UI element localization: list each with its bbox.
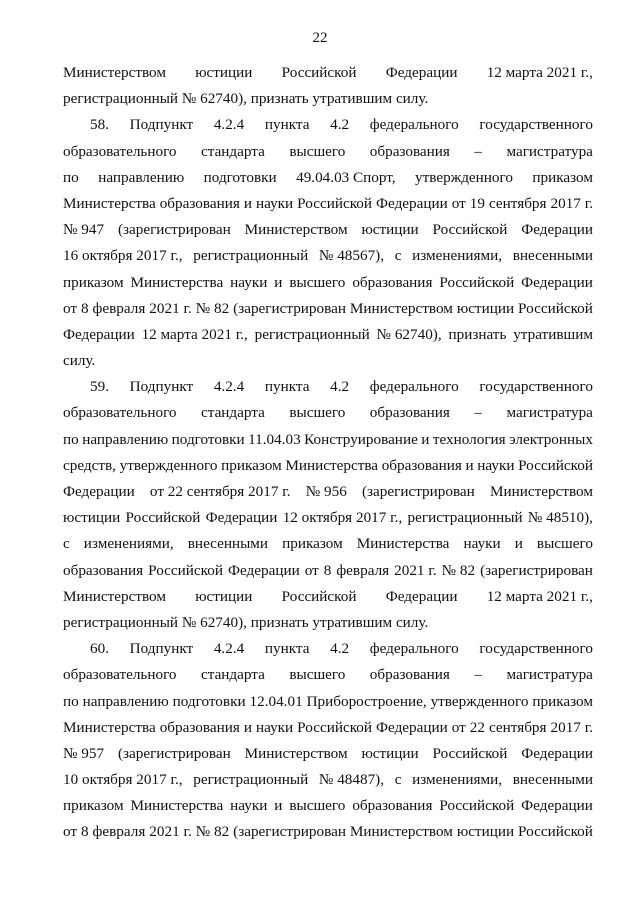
text-word: электронных: [509, 430, 593, 448]
text-word: Российской: [432, 744, 508, 762]
text-word: государственного: [479, 640, 593, 658]
text-word: Министерства: [63, 718, 156, 736]
text-line: [63, 715, 593, 741]
text-word: 11.04.03: [248, 430, 301, 448]
text-word: № 947: [63, 221, 105, 239]
text-word: государственного: [479, 116, 593, 134]
text-word: Федерации: [521, 273, 593, 291]
document-body: [63, 60, 593, 846]
text-word: науки: [255, 194, 294, 212]
text-word: образования: [369, 404, 450, 422]
text-word: внесенными: [187, 535, 269, 553]
text-word: от 22 сентября 2017 г.: [149, 483, 291, 500]
text-word: 12 октября 2017 г.,: [282, 509, 403, 527]
text-word: от: [63, 299, 78, 317]
text-line: [63, 217, 593, 243]
text-word: и: [465, 456, 474, 474]
text-word: высшего: [289, 666, 346, 684]
text-word: высшего: [289, 273, 346, 291]
text-word: утвержденного: [430, 692, 529, 710]
text-line: [63, 348, 593, 374]
text-word: (зарегистрирован: [117, 744, 231, 762]
text-line: [63, 662, 593, 688]
text-word: высшего: [289, 142, 346, 160]
text-word: 8: [80, 823, 89, 841]
text-word: Министерством: [63, 587, 166, 605]
text-word: (зарегистрирован: [117, 221, 231, 239]
text-word: сентября: [488, 718, 547, 736]
text-word: Федерации: [521, 797, 593, 815]
text-word: высшего: [289, 797, 346, 815]
text-word: Министерства: [356, 535, 450, 553]
text-word: Министерства: [63, 194, 156, 212]
text-word: и: [274, 797, 283, 815]
text-line: [63, 400, 593, 426]
text-line: [63, 270, 593, 296]
text-word: средств,: [63, 456, 116, 474]
text-word: 22: [469, 718, 485, 736]
text-word: силу.: [63, 352, 96, 370]
text-line: [63, 558, 593, 584]
text-word: образования: [63, 561, 144, 579]
text-line: [63, 610, 593, 636]
text-word: Российской: [281, 587, 357, 605]
text-word: направлению: [82, 692, 169, 710]
text-word: Министерства: [285, 456, 379, 474]
text-line: [63, 165, 593, 191]
text-word: Федерации: [521, 744, 593, 762]
text-word: регистрационный: [193, 247, 309, 265]
text-word: № 82: [441, 561, 476, 579]
text-word: 59.: [90, 378, 109, 396]
text-word: Федерации: [521, 221, 593, 239]
text-word: 2017 г.: [550, 718, 593, 736]
text-line: [63, 139, 593, 165]
text-line: [63, 793, 593, 819]
text-line: [63, 479, 593, 505]
text-word: образования: [159, 194, 240, 212]
text-word: и: [514, 535, 523, 553]
text-word: 12.04.01: [249, 692, 303, 710]
text-word: магистратура: [506, 666, 593, 684]
text-word: 4.2.4: [213, 378, 245, 396]
text-word: с: [63, 535, 70, 553]
text-word: образования: [352, 797, 433, 815]
text-word: технология: [432, 430, 506, 448]
text-word: Федерации: [63, 325, 135, 343]
text-word: 8: [323, 561, 332, 579]
text-line: [63, 427, 593, 453]
text-word: (зарегистрирован: [233, 823, 346, 841]
text-word: пункта: [264, 640, 310, 658]
text-word: № 48487),: [318, 771, 385, 789]
text-word: внесенными: [512, 247, 593, 265]
text-line: [63, 505, 593, 531]
text-word: Федерации: [385, 587, 458, 605]
text-word: подготовки: [172, 692, 246, 710]
text-word: регистрационный: [254, 325, 370, 343]
text-word: приказом: [532, 168, 593, 186]
text-word: подготовки: [171, 430, 245, 448]
text-word: приказом: [532, 692, 593, 710]
text-word: изменениями,: [412, 771, 503, 789]
text-word: регистрационный: [407, 509, 523, 527]
text-word: направлению: [82, 430, 169, 448]
text-word: стандарта: [201, 404, 265, 422]
text-word: № 956: [305, 483, 347, 500]
text-word: и: [243, 718, 252, 736]
text-word: Конструирование: [304, 430, 418, 448]
text-word: Приборостроение,: [306, 692, 427, 710]
text-word: от: [451, 718, 466, 736]
text-word: стандарта: [201, 666, 265, 684]
text-word: Федерации: [376, 718, 448, 736]
text-word: Российской: [518, 823, 593, 841]
text-word: 4.2.4: [213, 640, 245, 658]
text-word: юстиции: [456, 299, 515, 317]
text-word: Министерством: [63, 64, 166, 81]
text-word: утратившим: [513, 325, 593, 343]
text-word: Федерации: [376, 194, 448, 212]
text-word: Российской: [439, 797, 515, 815]
text-word: № 62740),: [376, 325, 442, 343]
text-line: [63, 112, 593, 138]
text-line: [63, 86, 593, 112]
text-word: Российской: [432, 221, 508, 239]
text-line: [63, 689, 593, 715]
text-word: Подпункт: [129, 116, 194, 134]
text-word: Российской: [281, 64, 357, 81]
text-word: утвержденного: [119, 456, 218, 474]
text-word: Министерством: [349, 823, 453, 841]
text-word: юстиции: [63, 509, 121, 527]
page-number: 22: [312, 30, 328, 46]
text-word: Министерства: [130, 273, 224, 291]
text-line: [63, 322, 593, 348]
text-word: Федерации: [205, 509, 278, 527]
text-word: признать: [448, 325, 507, 343]
text-word: № 82: [195, 823, 230, 841]
text-word: федерального: [369, 640, 459, 658]
text-word: пункта: [264, 116, 310, 134]
text-word: внесенными: [512, 771, 593, 789]
text-word: науки: [230, 797, 268, 815]
text-word: юстиции: [195, 64, 253, 81]
text-word: юстиции: [361, 744, 419, 762]
text-word: образования: [352, 273, 433, 291]
text-word: от: [451, 194, 466, 212]
text-word: образовательного: [63, 666, 177, 684]
text-word: № 48567),: [318, 247, 385, 265]
text-word: Российской: [148, 561, 223, 579]
text-word: федерального: [369, 378, 459, 396]
text-word: 2021 г.: [149, 823, 192, 841]
text-word: Министерством: [244, 221, 348, 239]
text-word: государственного: [479, 378, 593, 396]
text-line: [63, 296, 593, 322]
text-word: приказом: [221, 456, 282, 474]
text-word: Российской: [125, 509, 201, 527]
text-word: магистратура: [506, 404, 593, 422]
text-word: науки: [255, 718, 294, 736]
text-line: [63, 741, 593, 767]
text-word: 2021 г.: [394, 561, 437, 579]
text-word: высшего: [289, 404, 346, 422]
text-word: сентября: [488, 194, 547, 212]
text-word: 19: [469, 194, 485, 212]
text-line: [63, 584, 593, 610]
text-word: Российской: [297, 194, 373, 212]
text-word: образования: [159, 718, 240, 736]
text-word: № 48510),: [527, 509, 593, 527]
text-word: изменениями,: [83, 535, 174, 553]
text-line: [63, 60, 593, 86]
text-word: образования: [369, 666, 450, 684]
text-word: Российской: [297, 718, 373, 736]
text-word: 12 марта 2021 г.,: [486, 64, 593, 81]
text-word: 12 марта 2021 г.,: [141, 325, 248, 343]
text-word: юстиции: [195, 587, 253, 605]
text-word: Федерации: [63, 483, 135, 500]
text-word: от: [304, 561, 319, 579]
text-word: 10 октября 2017 г.,: [63, 771, 183, 789]
text-word: февраля: [92, 823, 146, 841]
text-word: приказом: [63, 273, 124, 291]
text-word: Федерации: [227, 561, 300, 579]
text-line: [63, 453, 593, 479]
text-word: приказом: [63, 797, 124, 815]
text-word: юстиции: [361, 221, 419, 239]
text-word: приказом: [282, 535, 343, 553]
text-word: Федерации: [385, 64, 458, 81]
text-word: –: [474, 404, 482, 422]
text-word: 49.04.03 Спорт,: [296, 168, 396, 186]
text-word: февраля: [336, 561, 390, 579]
text-word: и: [421, 430, 430, 448]
text-word: Министерства: [130, 797, 224, 815]
text-word: федерального: [369, 116, 459, 134]
text-word: февраля: [92, 299, 146, 317]
text-word: от: [63, 823, 78, 841]
text-word: с: [394, 247, 402, 265]
text-word: 2017 г.: [550, 194, 593, 212]
text-word: 4.2: [330, 640, 350, 658]
text-word: (зарегистрирован: [233, 299, 346, 317]
text-word: Российской: [518, 456, 593, 474]
text-word: образования: [381, 456, 462, 474]
text-word: по: [63, 168, 79, 186]
text-word: –: [474, 666, 482, 684]
text-word: направлению: [98, 168, 185, 186]
text-word: 4.2: [330, 116, 350, 134]
text-word: –: [474, 142, 482, 160]
text-word: науки: [463, 535, 501, 553]
text-line: [63, 191, 593, 217]
text-word: регистрационный № 62740), признать утратившим силу.: [63, 613, 429, 631]
text-word: 8: [80, 299, 89, 317]
text-word: (зарегистрирован: [480, 561, 593, 579]
text-word: 2021 г.: [149, 299, 192, 317]
text-word: подготовки: [203, 168, 277, 186]
text-word: Подпункт: [129, 640, 194, 658]
text-word: (зарегистрирован: [362, 483, 475, 500]
text-word: регистрационный: [193, 771, 309, 789]
text-word: науки: [230, 273, 268, 291]
text-word: высшего: [536, 535, 593, 553]
text-word: образовательного: [63, 142, 177, 160]
text-word: 58.: [90, 116, 109, 134]
text-line: [63, 374, 593, 400]
text-word: Министерством: [349, 299, 453, 317]
text-word: № 82: [195, 299, 230, 317]
text-word: и: [243, 194, 252, 212]
text-word: стандарта: [201, 142, 265, 160]
text-word: Российской: [518, 299, 593, 317]
text-word: магистратура: [506, 142, 593, 160]
text-word: и: [274, 273, 283, 291]
text-word: по: [63, 692, 79, 710]
text-word: 16 октября 2017 г.,: [63, 247, 183, 265]
text-word: утвержденного: [415, 168, 513, 186]
text-word: регистрационный № 62740), признать утратившим силу.: [63, 90, 429, 108]
text-line: [63, 531, 593, 557]
text-word: Министерством: [244, 744, 348, 762]
text-word: 4.2: [330, 378, 350, 396]
text-word: 60.: [90, 640, 109, 658]
text-word: 4.2.4: [213, 116, 245, 134]
text-word: изменениями,: [412, 247, 503, 265]
text-word: 12 марта 2021 г.,: [486, 587, 593, 605]
text-word: по: [63, 430, 79, 448]
text-word: Российской: [439, 273, 515, 291]
text-word: с: [394, 771, 402, 789]
text-word: Министерством: [490, 483, 593, 500]
text-word: пункта: [264, 378, 310, 396]
text-word: № 957: [63, 744, 105, 762]
text-word: науки: [477, 456, 515, 474]
text-line: [63, 767, 593, 793]
text-word: образования: [369, 142, 450, 160]
text-line: [63, 636, 593, 662]
text-word: юстиции: [456, 823, 515, 841]
text-line: [63, 243, 593, 269]
text-word: Подпункт: [129, 378, 194, 396]
text-word: образовательного: [63, 404, 177, 422]
text-line: [63, 819, 593, 845]
